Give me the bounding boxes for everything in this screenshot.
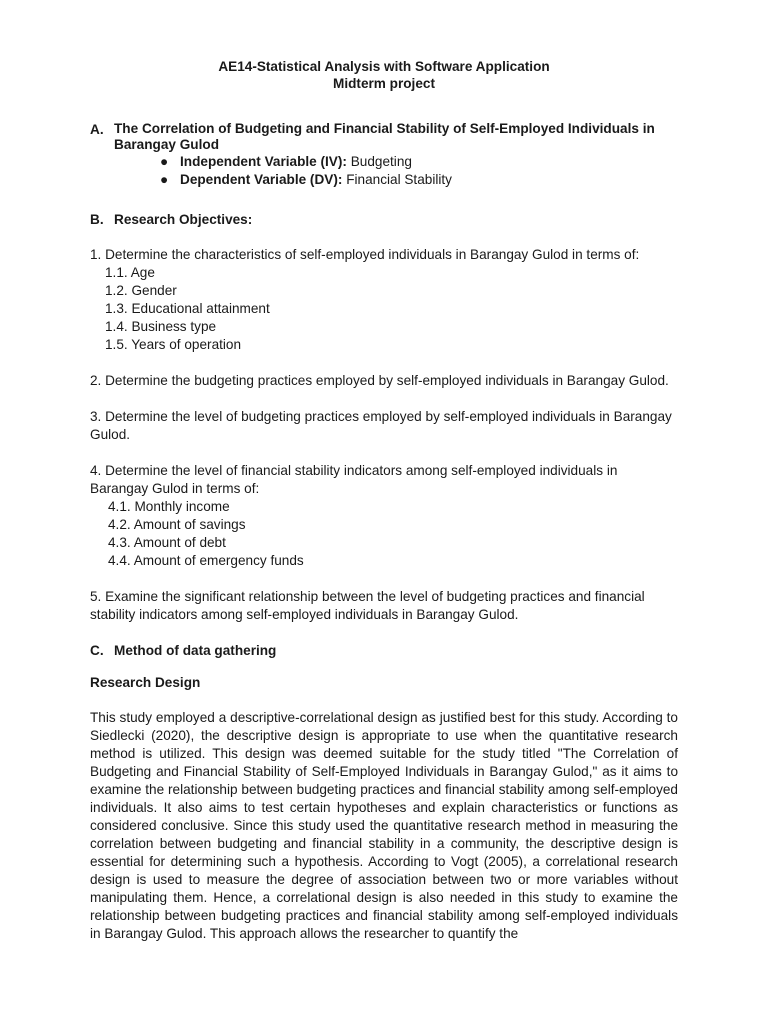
list-item: 4.4. Amount of emergency funds <box>108 553 304 568</box>
bullet-icon: ● <box>160 154 169 169</box>
section-c-letter: C. <box>90 643 104 658</box>
list-item: 4.1. Monthly income <box>108 499 230 514</box>
variable-label: Dependent Variable (DV): <box>180 172 343 187</box>
section-a-heading <box>90 121 678 153</box>
list-item: 4.3. Amount of debt <box>108 535 226 550</box>
variable-label: Independent Variable (IV): <box>180 154 347 169</box>
objective-1: 1. Determine the characteristics of self-employed individuals in Barangay Gulod in terms of: <box>90 247 640 262</box>
section-a-letter: A. <box>90 122 104 137</box>
list-item: 1.4. Business type <box>105 319 217 334</box>
list-item <box>90 153 678 171</box>
objective-5: 5. Examine the significant relationship between the level of budgeting practices and financial stability indicators among self-employed individuals in Barangay Gulod. <box>90 589 645 622</box>
section-c-heading <box>90 642 678 660</box>
variable-value: Budgeting <box>350 154 412 169</box>
variables-list <box>90 153 678 189</box>
list-item: 1.1. Age <box>105 265 155 280</box>
objective-1-items <box>90 264 678 354</box>
objective-4: 4. Determine the level of financial stability indicators among self-employed individuals in Barangay Gulod in terms of: <box>90 463 618 496</box>
section-a-title: The Correlation of Budgeting and Financial Stability of Self-Employed Individuals in Barangay Gulod <box>114 121 655 152</box>
research-design-heading: Research Design <box>90 675 201 690</box>
objective-2: 2. Determine the budgeting practices employed by self-employed individuals in Barangay Gulod. <box>90 373 669 388</box>
list-item: 1.2. Gender <box>105 283 177 298</box>
section-c-title: Method of data gathering <box>114 643 277 658</box>
list-item: 4.2. Amount of savings <box>108 517 246 532</box>
section-b-letter: B. <box>90 212 104 227</box>
objective-4-items <box>90 498 678 570</box>
bullet-icon: ● <box>160 172 169 187</box>
objective-3: 3. Determine the level of budgeting practices employed by self-employed individuals in Barangay Gulod. <box>90 409 672 442</box>
list-item: 1.3. Educational attainment <box>105 301 270 316</box>
section-b-title: Research Objectives: <box>114 212 253 227</box>
course-title: AE14-Statistical Analysis with Software Application <box>218 59 550 74</box>
list-item <box>90 171 678 189</box>
list-item: 1.5. Years of operation <box>105 337 242 352</box>
section-b-heading <box>90 211 678 229</box>
variable-value: Financial Stability <box>346 172 452 187</box>
research-design-paragraph: This study employed a descriptive-correlational design as justified best for this study. According to Siedlecki (2020), the descriptive design is appropriate to use when the quantitative research method is utilized. This design was deemed suitable for the study titled "The Correlation of Budgeting and Financial Stability of Self-Employed Individuals in Barangay Gulod," as it aims to examine the relationship between budgeting practices and financial stability among self-employed individuals. It also aims to test certain hypotheses and explain characteristics or functions as considered conclusive. Since this study used the quantitative research method in measuring the correlation between budgeting and financial stability in a community, the descriptive design is essential for determining such a hypothesis. According to Vogt (2005), a correlational research design is used to measure the degree of association between two or more variables without manipulating them. Hence, a correlational design is also needed in this study to examine the relationship between budgeting practices and financial stability among self-employed individuals in Barangay Gulod. This approach allows the researcher to quantify the <box>90 710 678 941</box>
document-subtitle: Midterm project <box>333 76 435 91</box>
